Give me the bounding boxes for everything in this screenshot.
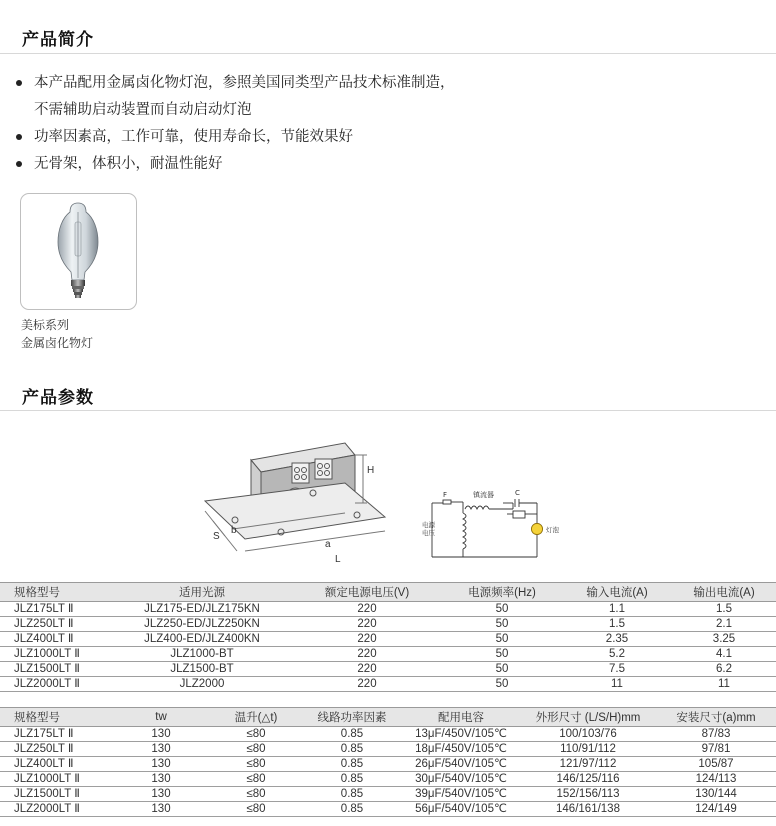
- table-cell: 7.5: [562, 662, 672, 677]
- table-cell: JLZ2000: [112, 677, 292, 692]
- bullet-icon: [16, 134, 22, 140]
- table-row: [0, 662, 776, 677]
- table-cell: 3.25: [672, 632, 776, 647]
- table-cell: 110/91/112: [520, 742, 656, 757]
- table-cell: 50: [442, 617, 562, 632]
- table-cell: 0.85: [302, 802, 402, 817]
- dim-label-h: H: [367, 465, 375, 476]
- table-cell: 220: [292, 632, 442, 647]
- section-divider: [0, 410, 776, 411]
- table-row: [0, 742, 776, 757]
- dim-label-a: a: [325, 539, 331, 550]
- table-cell: 146/125/116: [520, 772, 656, 787]
- table-header: 外形尺寸 (L/S/H)mm: [520, 708, 656, 727]
- table-row: [0, 647, 776, 662]
- table-cell: 56μF/540V/105℃: [402, 802, 520, 817]
- section-divider: [0, 53, 776, 54]
- table-cell: 220: [292, 662, 442, 677]
- table-cell: 146/161/138: [520, 802, 656, 817]
- table-cell: 6.2: [672, 662, 776, 677]
- table-cell: 0.85: [302, 772, 402, 787]
- table-cell: 11: [562, 677, 672, 692]
- table-cell: 50: [442, 662, 562, 677]
- table-cell: JLZ1500-BT: [112, 662, 292, 677]
- table-cell: 30μF/540V/105℃: [402, 772, 520, 787]
- table-header: tw: [112, 708, 210, 727]
- table-header: 额定电源电压(V): [292, 583, 442, 602]
- table-cell: 220: [292, 617, 442, 632]
- table-cell: 50: [442, 677, 562, 692]
- table-row: [0, 787, 776, 802]
- table-row: [0, 772, 776, 787]
- lamp-icon: [532, 524, 543, 535]
- table-header: 配用电容: [402, 708, 520, 727]
- table-cell: 130: [112, 772, 210, 787]
- table-header: 输出电流(A): [672, 583, 776, 602]
- table-header: 适用光源: [112, 583, 292, 602]
- circuit-label-f: F: [443, 491, 448, 499]
- feature-list: [14, 70, 455, 178]
- table-cell: 130: [112, 727, 210, 742]
- table-row: [0, 802, 776, 817]
- list-item: 无骨架，体积小，耐温性能好: [14, 151, 455, 178]
- section-title-params: 产品参数: [22, 388, 94, 408]
- table-cell: JLZ175LT Ⅱ: [0, 602, 112, 617]
- table-cell: 220: [292, 647, 442, 662]
- table-cell: JLZ2000LT Ⅱ: [0, 802, 112, 817]
- table-cell: JLZ250LT Ⅱ: [0, 617, 112, 632]
- table-cell: 220: [292, 677, 442, 692]
- table-cell: 5.2: [562, 647, 672, 662]
- circuit-label-coil: 镇流器: [473, 491, 494, 499]
- table-cell: ≤80: [210, 772, 302, 787]
- table-row: [0, 757, 776, 772]
- table-cell: 121/97/112: [520, 757, 656, 772]
- dim-label-l: L: [335, 554, 341, 565]
- table-cell: 130: [112, 802, 210, 817]
- dim-label-b: b: [231, 525, 237, 536]
- spec-table-physical: [0, 707, 776, 817]
- table-cell: ≤80: [210, 787, 302, 802]
- table-cell: 105/87: [656, 757, 776, 772]
- table-cell: 11: [672, 677, 776, 692]
- table-cell: 152/156/113: [520, 787, 656, 802]
- table-cell: 100/103/76: [520, 727, 656, 742]
- table-cell: 124/113: [656, 772, 776, 787]
- table-cell: 130: [112, 787, 210, 802]
- table-cell: 50: [442, 647, 562, 662]
- list-item-continuation: 不需辅助启动装置而自动启动灯泡: [34, 102, 252, 118]
- table-cell: JLZ2000LT Ⅱ: [0, 677, 112, 692]
- list-item: 功率因素高，工作可靠，使用寿命长，节能效果好: [14, 124, 455, 151]
- circuit-schematic: [432, 499, 543, 557]
- table-header-row: [0, 708, 776, 727]
- table-cell: 50: [442, 632, 562, 647]
- table-cell: 124/149: [656, 802, 776, 817]
- table-cell: JLZ400LT Ⅱ: [0, 632, 112, 647]
- table-cell: ≤80: [210, 742, 302, 757]
- dim-label-s: S: [213, 531, 220, 542]
- table-cell: 87/83: [656, 727, 776, 742]
- table-header: 安装尺寸(a)mm: [656, 708, 776, 727]
- table-cell: ≤80: [210, 727, 302, 742]
- table-header: 温升(△t): [210, 708, 302, 727]
- table-cell: JLZ1500LT Ⅱ: [0, 787, 112, 802]
- table-row: [0, 617, 776, 632]
- table-cell: 4.1: [672, 647, 776, 662]
- table-cell: 26μF/540V/105℃: [402, 757, 520, 772]
- lamp-bulb-image: [21, 194, 136, 309]
- table-cell: JLZ400-ED/JLZ400KN: [112, 632, 292, 647]
- table-cell: 2.35: [562, 632, 672, 647]
- ballast-dimension-diagram: [195, 425, 585, 573]
- table-cell: JLZ175-ED/JLZ175KN: [112, 602, 292, 617]
- table-cell: 18μF/450V/105℃: [402, 742, 520, 757]
- table-cell: JLZ1000-BT: [112, 647, 292, 662]
- section-title-intro: 产品简介: [22, 30, 94, 50]
- table-cell: 1.5: [562, 617, 672, 632]
- table-header-row: [0, 583, 776, 602]
- table-cell: JLZ1500LT Ⅱ: [0, 662, 112, 677]
- bullet-icon: [16, 80, 22, 86]
- table-row: [0, 632, 776, 647]
- bullet-icon: [16, 161, 22, 167]
- table-cell: 13μF/450V/105℃: [402, 727, 520, 742]
- table-cell: 0.85: [302, 742, 402, 757]
- table-cell: 220: [292, 602, 442, 617]
- table-header: 输入电流(A): [562, 583, 672, 602]
- table-cell: 0.85: [302, 787, 402, 802]
- product-caption: 美标系列 金属卤化物灯: [21, 318, 94, 350]
- table-cell: JLZ250-ED/JLZ250KN: [112, 617, 292, 632]
- table-cell: 2.1: [672, 617, 776, 632]
- table-row: [0, 602, 776, 617]
- circuit-label-c: C: [515, 489, 520, 497]
- circuit-label-supply-top: 电源: [422, 521, 435, 529]
- table-cell: 39μF/540V/105℃: [402, 787, 520, 802]
- table-row: [0, 677, 776, 692]
- circuit-label-lamp: 灯泡: [546, 526, 559, 534]
- table-cell: 1.5: [672, 602, 776, 617]
- table-header: 规格型号: [0, 708, 112, 727]
- table-header: 规格型号: [0, 583, 112, 602]
- table-row: [0, 727, 776, 742]
- product-image-card[interactable]: [20, 193, 137, 310]
- table-header: 线路功率因素: [302, 708, 402, 727]
- list-item: 本产品配用金属卤化物灯泡，参照美国同类型产品技术标准制造，: [14, 70, 455, 97]
- table-cell: ≤80: [210, 757, 302, 772]
- table-cell: ≤80: [210, 802, 302, 817]
- table-cell: 0.85: [302, 727, 402, 742]
- table-cell: 0.85: [302, 757, 402, 772]
- table-cell: JLZ1000LT Ⅱ: [0, 772, 112, 787]
- spec-table-electrical: [0, 582, 776, 692]
- circuit-label-supply-bottom: 电压: [422, 529, 435, 537]
- table-cell: JLZ1000LT Ⅱ: [0, 647, 112, 662]
- table-header: 电源频率(Hz): [442, 583, 562, 602]
- table-cell: 50: [442, 602, 562, 617]
- table-cell: JLZ250LT Ⅱ: [0, 742, 112, 757]
- table-cell: 1.1: [562, 602, 672, 617]
- table-cell: 97/81: [656, 742, 776, 757]
- table-cell: 130/144: [656, 787, 776, 802]
- table-cell: 130: [112, 757, 210, 772]
- table-cell: JLZ400LT Ⅱ: [0, 757, 112, 772]
- table-cell: 130: [112, 742, 210, 757]
- table-cell: JLZ175LT Ⅱ: [0, 727, 112, 742]
